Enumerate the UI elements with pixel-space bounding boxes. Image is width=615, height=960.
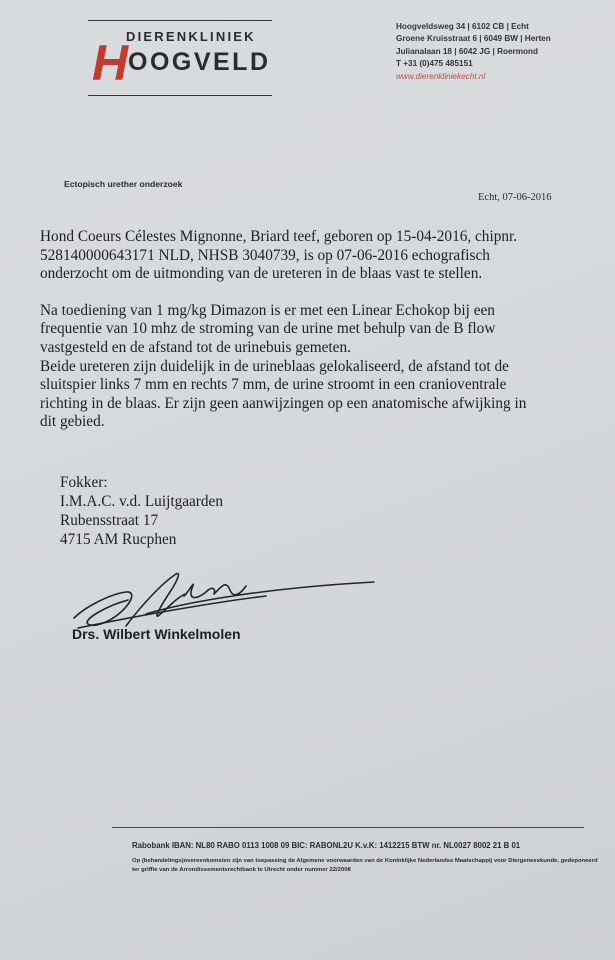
body-line: dit gebied. [40, 413, 105, 431]
body-line: Na toediening van 1 mg/kg Dimazon is er met een Linear Echokop bij een [40, 301, 495, 319]
address-line: Hoogveldsweg 34 | 6102 CB | Echt [396, 22, 529, 31]
body-line: frequentie van 10 mhz de stroming van de urine met behulp van de B flow [40, 320, 496, 338]
body-line: vastgesteld en de afstand tot de urinebuis gemeten. [40, 338, 351, 356]
letter-body [40, 228, 565, 432]
breeder-line: Rubensstraat 17 [60, 512, 159, 529]
logo-initial: H [92, 35, 129, 91]
body-line: richting in de blaas. Er zijn geen aanwijzingen op een anatomische afwijking in [40, 394, 527, 412]
body-line: sluitspier links 7 mm en rechts 7 mm, de urine stroomt in een cranioventrale [40, 376, 507, 394]
body-line: 528140000643171 NLD, NHSB 3040739, is op 07-06-2016 echografisch [40, 246, 490, 264]
breeder-label: Fokker: [60, 474, 108, 491]
letter-subject: Ectopisch urether onderzoek [64, 179, 183, 189]
address-line: Groene Kruisstraat 6 | 6049 BW | Herten [396, 34, 551, 44]
logo-top-rule [88, 20, 272, 21]
footer-terms: Op (behandelings)overeenkomsten zijn van toepassing de Algemene voorwaarden van de Koninklijke Nederlandse Maatschappij voor Diergeneeskunde, gedeponeerd ter griffie van de Arrondissementsrechtbank te Utrecht onder nummer 22/2008 [132, 858, 598, 873]
breeder-block [60, 473, 223, 549]
footer-rule [112, 827, 584, 828]
logo-bottom-rule [88, 95, 272, 96]
body-line: onderzocht om de uitmonding van de ureteren in de blaas vast te stellen. [40, 265, 483, 283]
body-line: Beide ureteren zijn duidelijk in de urineblaas gelokaliseerd, de afstand tot de [40, 357, 509, 375]
address-line: Julianalaan 18 | 6042 JG | Roermond [396, 46, 539, 56]
breeder-line: 4715 AM Rucphen [60, 531, 177, 548]
breeder-line: I.M.A.C. v.d. Luijtgaarden [60, 493, 223, 510]
body-line: Hond Coeurs Célestes Mignonne, Briard teef, geboren op 15-04-2016, chipnr. [40, 228, 518, 245]
clinic-address [396, 21, 551, 83]
logo-name-small: DIERENKLINIEK [126, 29, 256, 44]
signatory-name: Drs. Wilbert Winkelmolen [72, 626, 241, 642]
clinic-logo [88, 20, 273, 91]
letter-date: Echt, 07-06-2016 [478, 192, 552, 203]
phone-line: T +31 (0)475 485151 [396, 59, 473, 69]
footer-bank-details: Rabobank IBAN: NL80 RABO 0113 1008 09 BIC: RABONL2U K.v.K: 1412215 BTW nr. NL0027 8002 21 B 01 [132, 841, 521, 850]
website-link[interactable]: www.dierenkliniekecht.nl [396, 71, 486, 81]
logo-name-big: OOGVELD [128, 48, 271, 76]
